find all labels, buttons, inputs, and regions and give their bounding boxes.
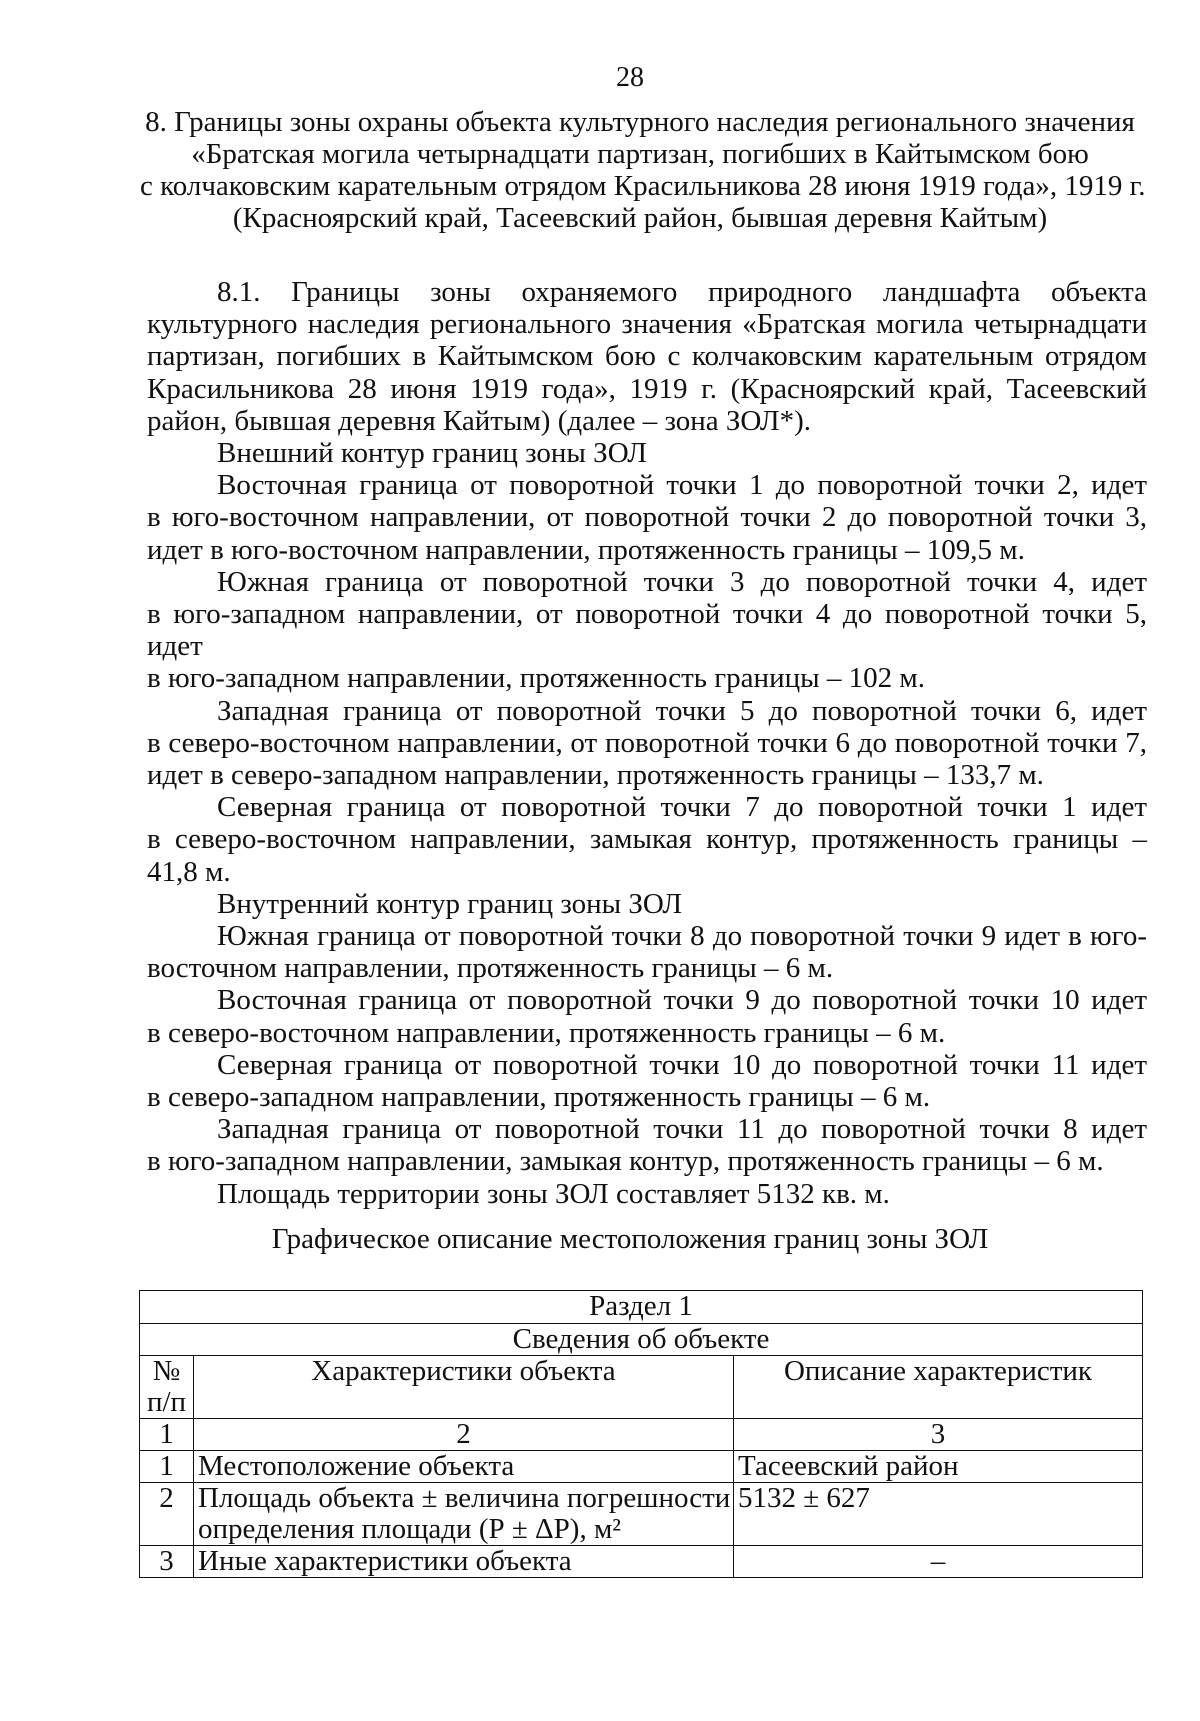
table-section-row — [140, 1291, 1143, 1324]
row-char-line: Площадь объекта ± величина погрешности — [198, 1482, 731, 1514]
text-line: Восточная граница от поворотной точки 9 до поворотной точки 10 идет — [217, 984, 1147, 1017]
inner-west-paragraph — [147, 1113, 1147, 1177]
text-line: 41,8 м. — [147, 855, 231, 888]
page-number: 28 — [616, 62, 644, 93]
text-line: идет в юго-восточном направлении, протяженность границы – 109,5 м. — [147, 533, 1025, 566]
text-line: восточном направлении, протяженность границы – 6 м. — [147, 952, 834, 985]
inner-south-paragraph — [147, 920, 1147, 984]
outer-south-paragraph — [147, 566, 1147, 695]
heading-line: «Братская могила четырнадцати партизан, погибших в Кайтымском бою — [191, 138, 1089, 170]
text-line: Красильникова 28 июня 1919 года», 1919 г. (Красноярский край, Тасеевский — [147, 372, 1147, 405]
row-char-cell — [194, 1483, 734, 1546]
text-line: Западная граница от поворотной точки 5 до поворотной точки 6, идет — [217, 694, 1147, 727]
row-desc-cell: Тасеевский район — [734, 1451, 1143, 1483]
row-num-cell: 3 — [140, 1546, 194, 1578]
row-num-cell: 1 — [140, 1451, 194, 1483]
row-char-line: определения площади (Р ± ΔР), м² — [198, 1513, 622, 1545]
document-body — [147, 276, 1147, 1210]
inner-east-paragraph — [147, 984, 1147, 1048]
header-num-cell — [140, 1356, 194, 1419]
row-num-cell: 2 — [140, 1483, 194, 1546]
intro-paragraph — [147, 276, 1147, 437]
header-num-line: п/п — [146, 1386, 187, 1418]
text-line: Южная граница от поворотной точки 3 до поворотной точки 4, идет — [217, 565, 1147, 598]
text-line: в северо-восточном направлении, протяженность границы – 6 м. — [147, 1016, 946, 1049]
text-line: в северо-восточном направлении, замыкая контур, протяженность границы – — [147, 823, 1147, 856]
text-line: Южная граница от поворотной точки 8 до поворотной точки 9 идет в юго- — [217, 920, 1147, 953]
text-line: 8.1. Границы зоны охраняемого природного ландшафта объекта — [217, 276, 1147, 308]
table-index-row — [140, 1419, 1143, 1451]
text-line: Западная граница от поворотной точки 11 до поворотной точки 8 идет — [217, 1113, 1147, 1146]
text-line: идет в северо-западном направлении, протяженность границы – 133,7 м. — [147, 759, 1044, 792]
row-desc-cell: – — [734, 1546, 1143, 1578]
object-info-table — [139, 1290, 1143, 1578]
text-line: в юго-западном направлении, замыкая контур, протяженность границы – 6 м. — [147, 1145, 1104, 1178]
text-line: в юго-восточном направлении, от поворотной точки 2 до поворотной точки 3, — [147, 501, 1147, 534]
heading-line: с колчаковским карательным отрядом Красильникова 28 июня 1919 года», 1919 г. — [140, 170, 1146, 202]
text-line: в северо-восточном направлении, от поворотной точки 6 до поворотной точки 7, — [147, 726, 1147, 759]
text-line: в юго-западном направлении, протяженность границы – 102 м. — [147, 662, 925, 695]
graphic-description-title: Графическое описание местоположения границ зоны ЗОЛ — [271, 1223, 989, 1255]
table-row — [140, 1546, 1143, 1578]
outer-east-paragraph — [147, 469, 1147, 566]
header-desc-cell: Описание характеристик — [734, 1356, 1143, 1419]
index-cell: 2 — [194, 1419, 734, 1451]
section-cell: Раздел 1 — [140, 1291, 1143, 1324]
subsection-cell: Сведения об объекте — [140, 1324, 1143, 1356]
text-line: Восточная граница от поворотной точки 1 до поворотной точки 2, идет — [217, 469, 1147, 502]
text-line: район, бывшая деревня Кайтым) (далее – зона ЗОЛ*). — [147, 404, 811, 437]
text-line: в северо-западном направлении, протяженность границы – 6 м. — [147, 1081, 931, 1114]
header-char-cell: Характеристики объекта — [194, 1356, 734, 1419]
outer-north-paragraph — [147, 791, 1147, 888]
table-row — [140, 1451, 1143, 1483]
outer-west-paragraph — [147, 695, 1147, 792]
area-text: Площадь территории зоны ЗОЛ составляет 5132 кв. м. — [217, 1177, 890, 1210]
text-line: культурного наследия регионального значения «Братская могила четырнадцати — [147, 308, 1147, 341]
row-char-cell: Местоположение объекта — [194, 1451, 734, 1483]
text-line: партизан, погибших в Кайтымском бою с колчаковским карательным отрядом — [147, 340, 1147, 373]
index-cell: 1 — [140, 1419, 194, 1451]
heading-line: (Красноярский край, Тасеевский район, бывшая деревня Кайтым) — [232, 202, 1048, 234]
outer-contour-title: Внешний контур границ зоны ЗОЛ — [217, 437, 647, 470]
section-heading — [140, 106, 1146, 234]
inner-contour-title: Внутренний контур границ зоны ЗОЛ — [217, 887, 683, 920]
table-subsection-row — [140, 1324, 1143, 1356]
header-num-line: № — [152, 1355, 181, 1387]
table-row — [140, 1483, 1143, 1546]
heading-line: 8. Границы зоны охраны объекта культурного наследия регионального значения — [145, 106, 1135, 138]
text-line: Северная граница от поворотной точки 7 до поворотной точки 1 идет — [217, 791, 1147, 824]
row-desc-cell: 5132 ± 627 — [734, 1483, 1143, 1546]
inner-north-paragraph — [147, 1049, 1147, 1113]
row-char-cell: Иные характеристики объекта — [194, 1546, 734, 1578]
table-header-row — [140, 1356, 1143, 1419]
text-line: в юго-западном направлении, от поворотной точки 4 до поворотной точки 5, идет — [147, 598, 1147, 663]
index-cell: 3 — [734, 1419, 1143, 1451]
text-line: Северная граница от поворотной точки 10 до поворотной точки 11 идет — [217, 1048, 1147, 1081]
